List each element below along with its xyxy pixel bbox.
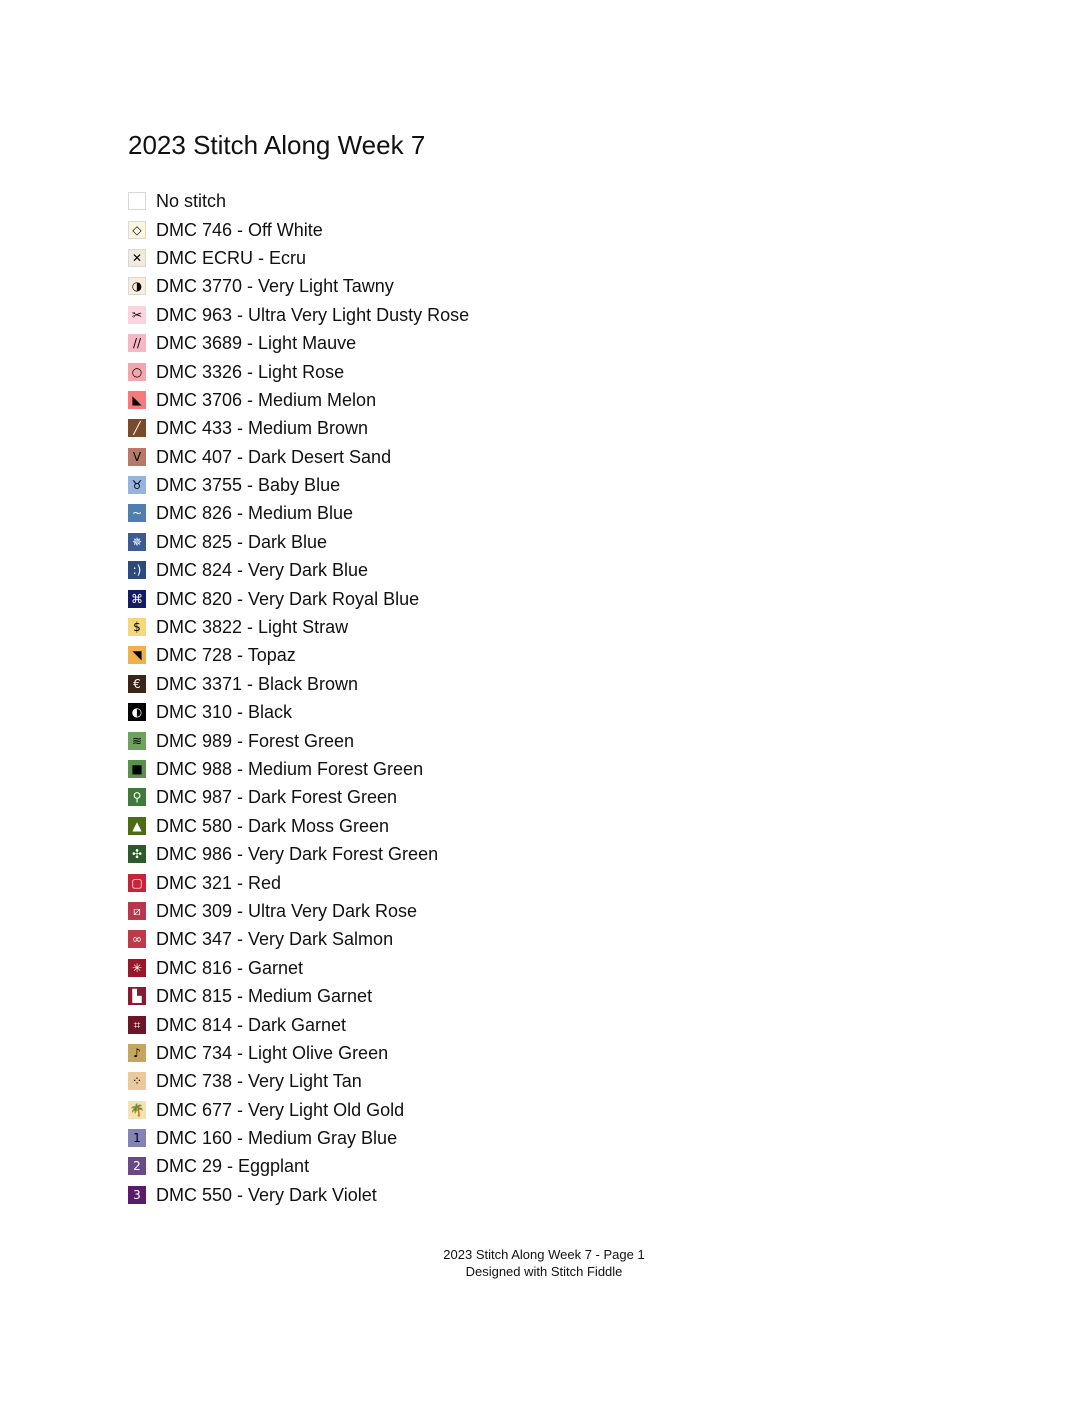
v-icon: V [128,448,146,466]
legend-label: DMC 550 - Very Dark Violet [156,1184,377,1205]
legend-item [128,925,469,953]
legend-label: DMC 3770 - Very Light Tawny [156,276,394,297]
legend-item [128,244,469,272]
legend-item [128,1010,469,1038]
dollar-icon: $ [128,618,146,636]
legend-label: DMC 310 - Black [156,702,293,723]
legend-item [128,783,469,811]
palm-icon: 🌴 [129,1102,145,1117]
legend-item [128,1181,469,1209]
legend-item [128,1039,469,1067]
legend-label: DMC 826 - Medium Blue [156,503,354,524]
legend-item [128,272,469,300]
scissors-icon: ✂ [128,306,146,324]
legend-label: DMC 824 - Very Dark Blue [156,560,369,581]
tilde-icon: ~ [128,504,146,522]
circle-icon: ○ [128,363,146,381]
legend-label: DMC 815 - Medium Garnet [156,986,373,1007]
legend-label: DMC 29 - Eggplant [156,1156,310,1177]
euro-icon: € [128,675,146,693]
legend-label: DMC 963 - Ultra Very Light Dusty Rose [156,304,470,325]
color-legend [128,187,469,1209]
legend-item [128,556,469,584]
pin-icon: ⚲ [128,788,146,806]
page-footer [0,1246,1088,1280]
rounded-square-icon: ▢ [128,874,146,892]
legend-label: DMC 347 - Very Dark Salmon [156,929,394,950]
legend-item [128,840,469,868]
legend-label: DMC 3689 - Light Mauve [156,333,357,354]
legend-item [128,613,469,641]
dots-icon: ⁘ [128,1072,146,1090]
legend-label: DMC 820 - Very Dark Royal Blue [156,588,420,609]
legend-item [128,698,469,726]
legend-item [128,386,469,414]
legend-label: DMC 814 - Dark Garnet [156,1014,347,1035]
star-icon: ✵ [128,533,146,551]
corner-triangle-icon: ◥ [128,646,146,664]
slashed-box-icon: ⧄ [128,902,146,920]
taurus-icon: ♉ [128,476,146,494]
tree-icon: ▲ [128,817,146,835]
legend-label: DMC 677 - Very Light Old Gold [156,1099,405,1120]
legend-label: DMC 160 - Medium Gray Blue [156,1128,398,1149]
double-slash-icon: // [128,334,146,352]
legend-label: DMC 988 - Medium Forest Green [156,759,424,779]
filled-square-icon: ■ [128,760,146,778]
waves-icon: ≋ [128,732,146,750]
legend-label: DMC 3706 - Medium Melon [156,389,377,410]
legend-item [128,812,469,840]
block-icon: ▙ [128,987,146,1005]
legend-label: DMC 3326 - Light Rose [156,361,345,382]
half-filled-circle-icon: ◐ [128,703,146,721]
note-icon: ♪ [128,1044,146,1062]
legend-label: DMC 3822 - Light Straw [156,617,349,638]
cross-icon: ✕ [128,249,146,267]
legend-item [128,726,469,754]
legend-item [128,868,469,896]
legend-label: DMC 728 - Topaz [156,645,296,666]
legend-item [128,187,469,215]
legend-item [128,1152,469,1180]
legend-item [128,1067,469,1095]
legend-item [128,1124,469,1152]
legend-label: DMC 3371 - Black Brown [156,673,359,694]
legend-label: DMC 989 - Forest Green [156,730,355,751]
legend-item [128,1096,469,1124]
legend-label: DMC ECRU - Ecru [156,247,307,268]
legend-item [128,954,469,982]
legend-item [128,755,469,783]
legend-item [128,357,469,385]
legend-item [128,528,469,556]
legend-item [128,215,469,243]
page-title: 2023 Stitch Along Week 7 [128,130,426,160]
legend-item [128,897,469,925]
legend-label: DMC 580 - Dark Moss Green [156,815,390,836]
blank-swatch-icon [128,192,146,210]
digit-two-icon: 2 [128,1157,146,1175]
triangle-icon: ◣ [128,391,146,409]
legend-label: No stitch [156,191,227,212]
legend-label: DMC 433 - Medium Brown [156,418,369,439]
legend-item [128,471,469,499]
legend-label: DMC 987 - Dark Forest Green [156,787,398,808]
smiley-icon: :) [128,561,146,579]
legend-item [128,499,469,527]
legend-item [128,670,469,698]
legend-label: DMC 816 - Garnet [156,957,304,978]
legend-item [128,584,469,612]
rings-icon: ∞ [128,930,146,948]
asterisk-icon: ✳ [128,959,146,977]
footer-credit: Designed with Stitch Fiddle [465,1264,623,1279]
legend-label: DMC 407 - Dark Desert Sand [156,446,392,467]
hash-icon: ⌗ [128,1016,146,1034]
legend-item [128,443,469,471]
legend-label: DMC 309 - Ultra Very Dark Rose [156,900,418,921]
half-circle-icon: ◑ [128,277,146,295]
diamond-icon: ◇ [128,221,146,239]
legend-label: DMC 3755 - Baby Blue [156,475,341,496]
legend-item [128,641,469,669]
digit-three-icon: 3 [128,1186,146,1204]
legend-label: DMC 734 - Light Olive Green [156,1042,389,1063]
command-icon: ⌘ [128,590,146,608]
digit-one-icon: 1 [128,1129,146,1147]
legend-item [128,982,469,1010]
legend-item [128,301,469,329]
legend-label: DMC 746 - Off White [156,219,323,240]
clover-icon: ✣ [128,845,146,863]
legend-item [128,414,469,442]
legend-label: DMC 825 - Dark Blue [156,531,328,552]
legend-label: DMC 738 - Very Light Tan [156,1071,362,1092]
legend-label: DMC 321 - Red [156,872,282,893]
footer-page-label: 2023 Stitch Along Week 7 - Page 1 [443,1247,645,1262]
legend-label: DMC 986 - Very Dark Forest Green [156,844,439,865]
legend-item [128,329,469,357]
slash-icon: ╱ [128,419,146,437]
